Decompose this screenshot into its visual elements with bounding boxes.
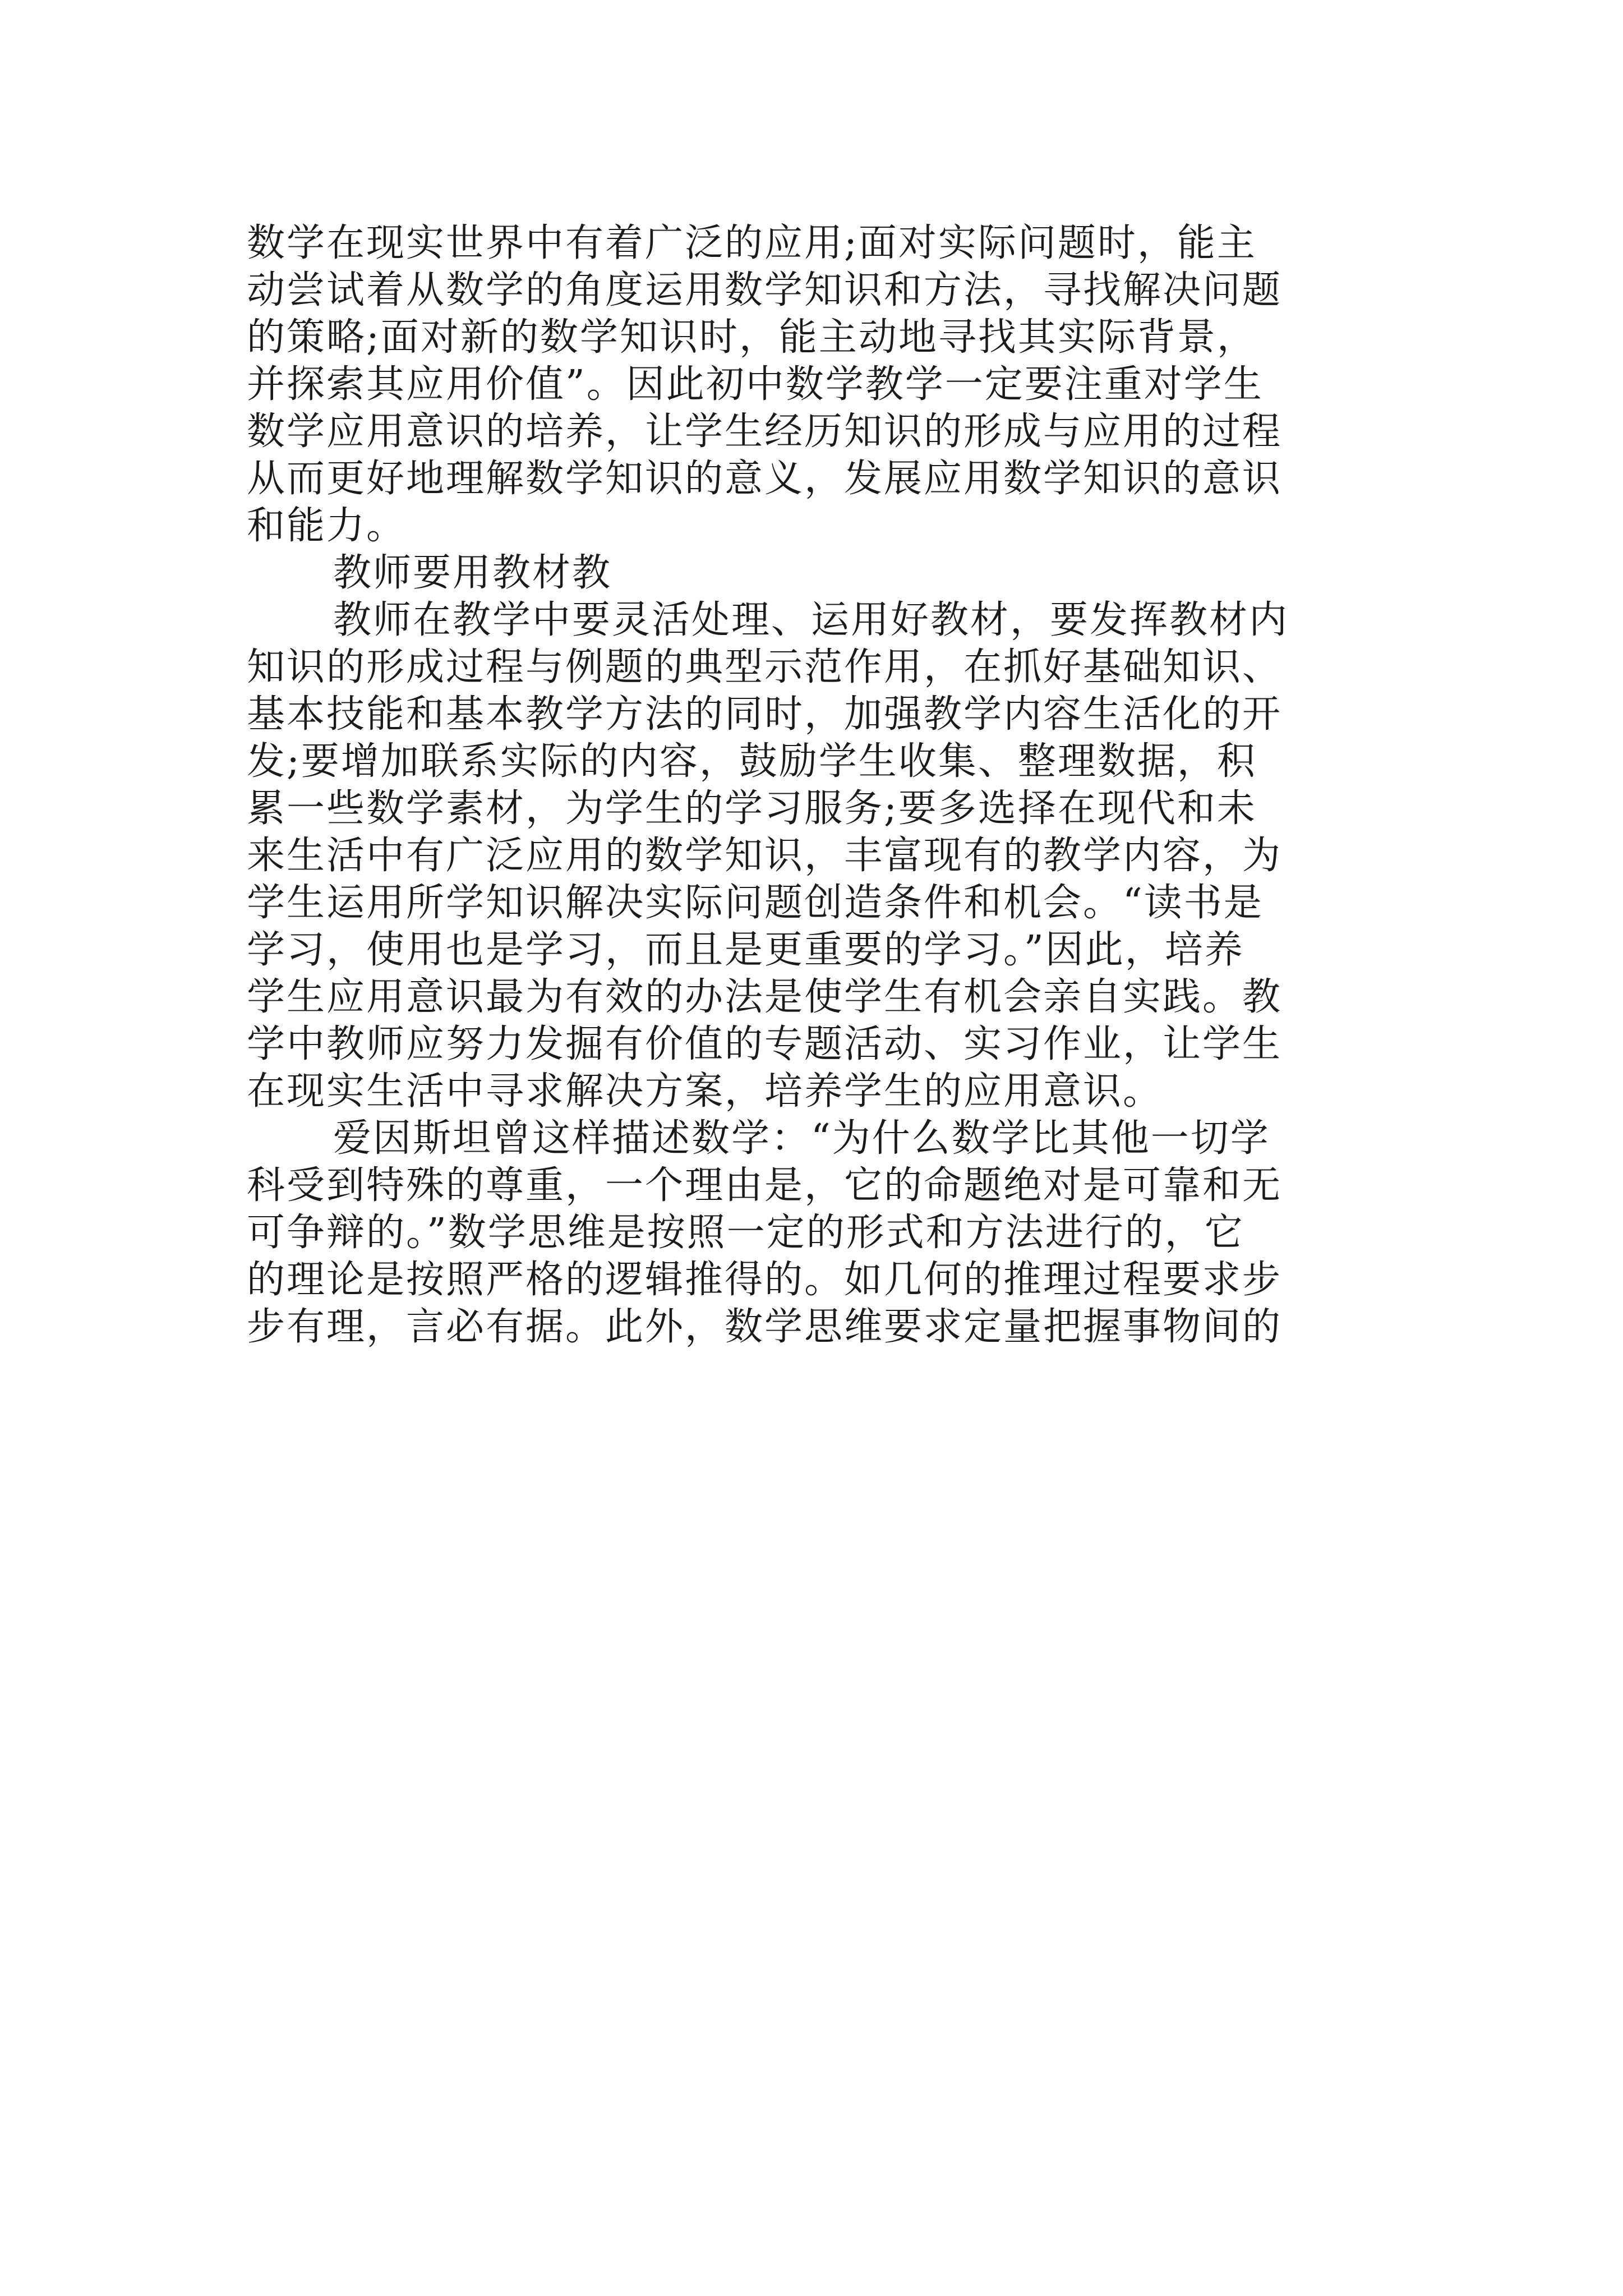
text-line: 在现实生活中寻求解决方案，培养学生的应用意识。	[247, 1069, 1163, 1114]
text-line: 的策略;面对新的数学知识时，能主动地寻找其实际背景，	[247, 315, 1257, 360]
text-line: 从而更好地理解数学知识的意义，发展应用数学知识的意识	[247, 457, 1283, 501]
text-line: 教师在教学中要灵活处理、运用好教材，要发挥教材内	[333, 598, 1289, 642]
text-line: 步有理，言必有据。此外，数学思维要求定量把握事物间的	[247, 1305, 1283, 1349]
text-line: 学生应用意识最为有效的办法是使学生有机会亲自实践。教	[247, 975, 1283, 1019]
text-line: 发;要增加联系实际的内容，鼓励学生收集、整理数据，积	[247, 739, 1257, 784]
text-line: 可争辩的。”数学思维是按照一定的形式和方法进行的，它	[247, 1211, 1244, 1255]
text-line: 学生运用所学知识解决实际问题创造条件和机会。“读书是	[247, 881, 1264, 925]
text-line: 数学在现实世界中有着广泛的应用;面对实际问题时，能主	[247, 221, 1257, 265]
text-line: 基本技能和基本教学方法的同时，加强教学内容生活化的开	[247, 692, 1283, 737]
text-line: 来生活中有广泛应用的数学知识，丰富现有的教学内容，为	[247, 834, 1283, 878]
text-line: 知识的形成过程与例题的典型示范作用，在抓好基础知识、	[247, 645, 1283, 689]
text-line: 爱因斯坦曾这样描述数学：“为什么数学比其他一切学	[333, 1116, 1270, 1161]
text-line: 和能力。	[247, 504, 407, 548]
text-line: 学中教师应努力发掘有价值的专题活动、实习作业，让学生	[247, 1022, 1283, 1066]
section-heading: 教师要用教材教	[333, 551, 612, 595]
text-line: 学习，使用也是学习，而且是更重要的学习。”因此，培养	[247, 928, 1244, 972]
text-line: 并探索其应用价值”。因此初中数学教学一定要注重对学生	[247, 362, 1264, 407]
text-line: 科受到特殊的尊重，一个理由是，它的命题绝对是可靠和无	[247, 1163, 1283, 1208]
text-line: 动尝试着从数学的角度运用数学知识和方法，寻找解决问题	[247, 268, 1283, 312]
text-line: 的理论是按照严格的逻辑推得的。如几何的推理过程要求步	[247, 1258, 1283, 1302]
text-line: 数学应用意识的培养，让学生经历知识的形成与应用的过程	[247, 409, 1283, 454]
text-line: 累一些数学素材，为学生的学习服务;要多选择在现代和未	[247, 786, 1257, 831]
